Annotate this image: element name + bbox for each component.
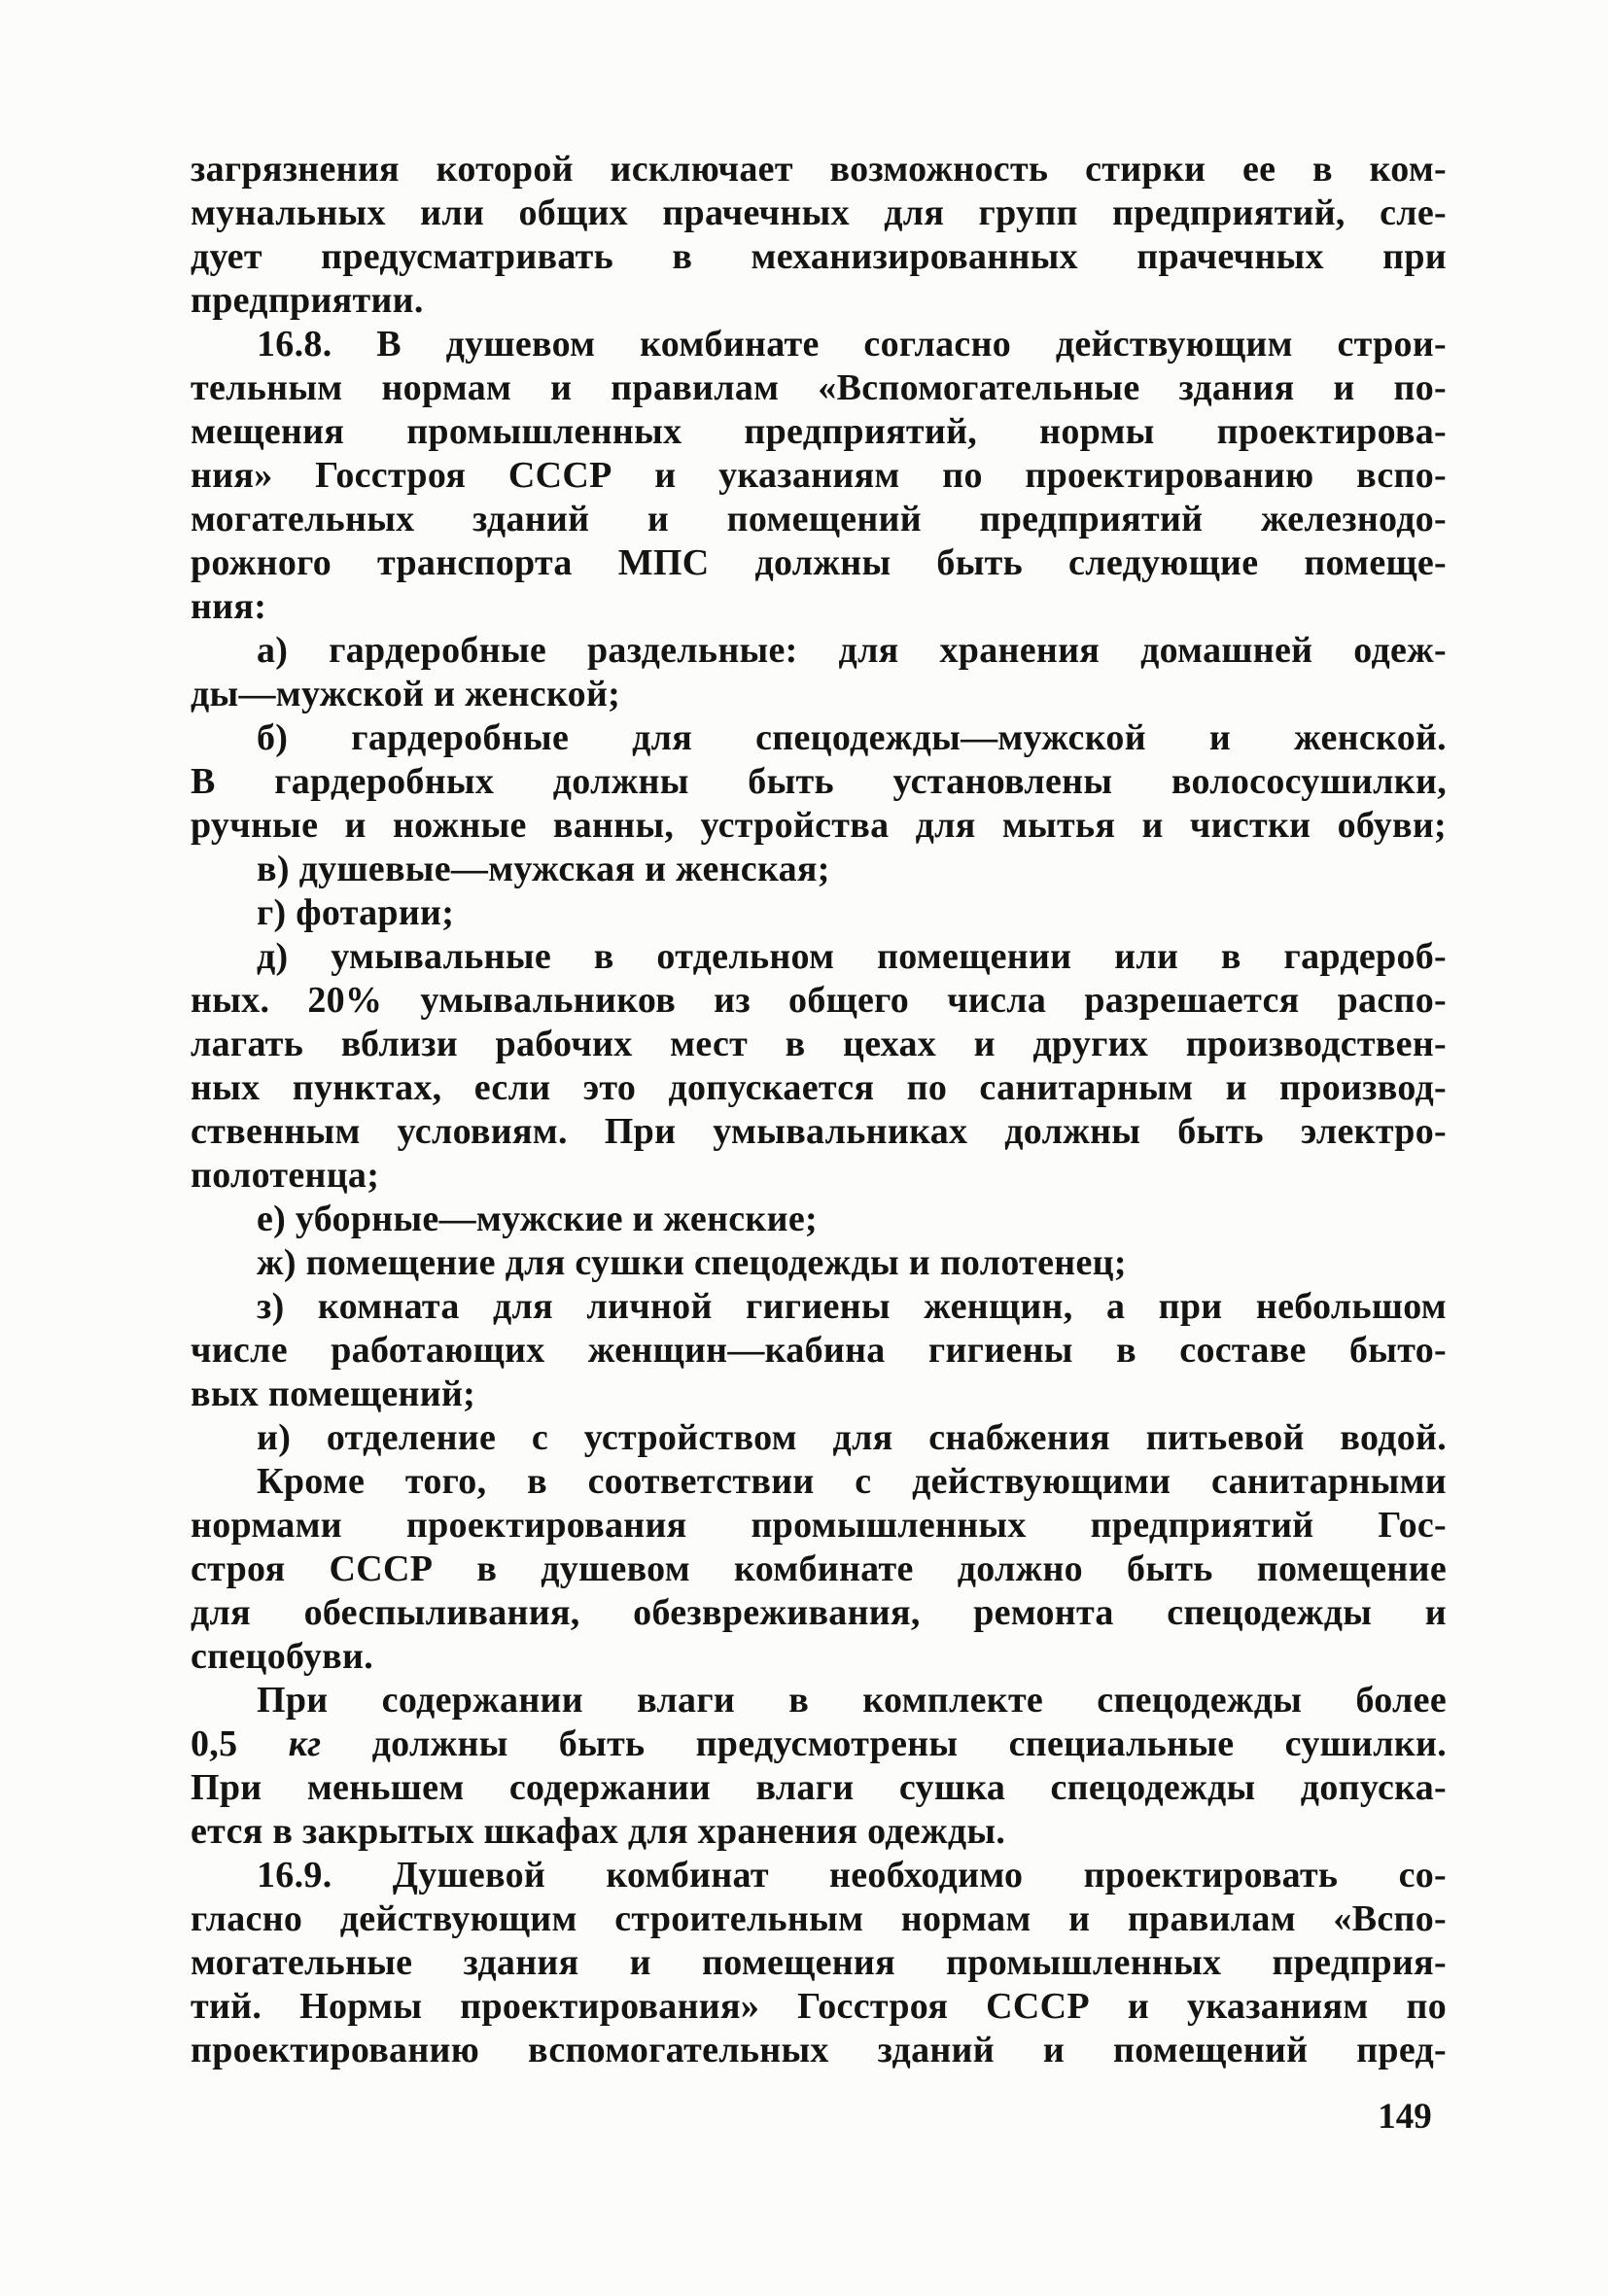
text-line: лагать вблизи рабочих мест в цехах и других производствен- (191, 1024, 1447, 1064)
text-line: При содержании влаги в комплекте спецодежды более (257, 1680, 1447, 1721)
text-line: з) комната для личной гигиены женщин, а при небольшом (257, 1286, 1447, 1327)
text-line: 0,5 кг должны быть предусмотрены специальные сушилки. (191, 1723, 1448, 1764)
text-line: загрязнения которой исключает возможность стирки ее в ком- (191, 149, 1447, 190)
text-line: мещения промышленных предприятий, нормы проектирова- (191, 411, 1447, 452)
text-line: гласно действующим строительным нормам и правилам «Вспо- (191, 1898, 1447, 1939)
text-line: При меньшем содержании влаги сушка спецодежды допуска- (191, 1767, 1447, 1808)
text-line: предприятии. (191, 280, 424, 321)
text-line: тий. Нормы проектирования» Госстроя СССР и указаниям по (191, 1986, 1447, 2027)
text-line: ж) помещение для сушки спецодежды и полотенец; (257, 1242, 1127, 1283)
text-line: е) уборные—мужские и женские; (257, 1199, 818, 1239)
text-line: 16.8. В душевом комбинате согласно действующим строи- (257, 324, 1447, 365)
text-line: а) гардеробные раздельные: для хранения домашней одеж- (257, 630, 1447, 671)
text-line: дует предусматривать в механизированных прачечных при (191, 236, 1447, 277)
text-line: б) гардеробные для спецодежды—мужской и женской. (257, 717, 1447, 758)
text-line: числе работающих женщин—кабина гигиены в составе быто- (191, 1330, 1447, 1371)
text-line: ния: (191, 586, 267, 627)
text-line: и) отделение с устройством для снабжения питьевой водой. (257, 1417, 1447, 1458)
text-line: 16.9. Душевой комбинат необходимо проектировать со- (257, 1855, 1447, 1896)
text-line: г) фотарии; (257, 892, 455, 933)
text-line: мунальных или общих прачечных для групп предприятий, сле- (191, 192, 1447, 233)
text-line: для обеспыливания, обезвреживания, ремонта спецодежды и (191, 1592, 1447, 1633)
text-line: ется в закрытых шкафах для хранения одежды. (191, 1811, 1006, 1852)
text-line: ных. 20% умывальников из общего числа разрешается распо- (191, 980, 1447, 1021)
text-line: ды—мужской и женской; (191, 674, 621, 714)
text-line: могательные здания и помещения промышленных предприя- (191, 1942, 1447, 1983)
text-line: могательных зданий и помещений предприятий железнодо- (191, 499, 1447, 539)
text-line: в) душевые—мужская и женская; (257, 849, 830, 889)
text-line: ручные и ножные ванны, устройства для мытья и чистки обуви; (191, 805, 1447, 846)
text-line: ния» Госстроя СССР и указаниям по проектированию вспо- (191, 455, 1447, 496)
text-line: вых помещений; (191, 1374, 476, 1414)
text-line: тельным нормам и правилам «Вспомогательные здания и по- (191, 367, 1447, 408)
text-line: проектированию вспомогательных зданий и помещений пред- (191, 2030, 1447, 2070)
text-line: рожного транспорта МПС должны быть следующие помеще- (191, 542, 1447, 583)
text-line: ственным условиям. При умывальниках должны быть электро- (191, 1111, 1447, 1152)
text-line: ных пунктах, если это допускается по санитарным и производ- (191, 1067, 1447, 1108)
text-line: нормами проектирования промышленных предприятий Гос- (191, 1505, 1447, 1546)
text-line: строя СССР в душевом комбинате должно быть помещение (191, 1548, 1447, 1589)
page-number: 149 (1378, 2097, 1432, 2137)
text-block (191, 148, 1447, 2072)
text-line: д) умывальные в отдельном помещении или в гардероб- (257, 936, 1447, 977)
text-line: Кроме того, в соответствии с действующими санитарными (257, 1461, 1447, 1502)
text-line: В гардеробных должны быть установлены волососушилки, (191, 761, 1447, 802)
text-line: спецобуви. (191, 1636, 373, 1677)
text-line: полотенца; (191, 1155, 380, 1196)
